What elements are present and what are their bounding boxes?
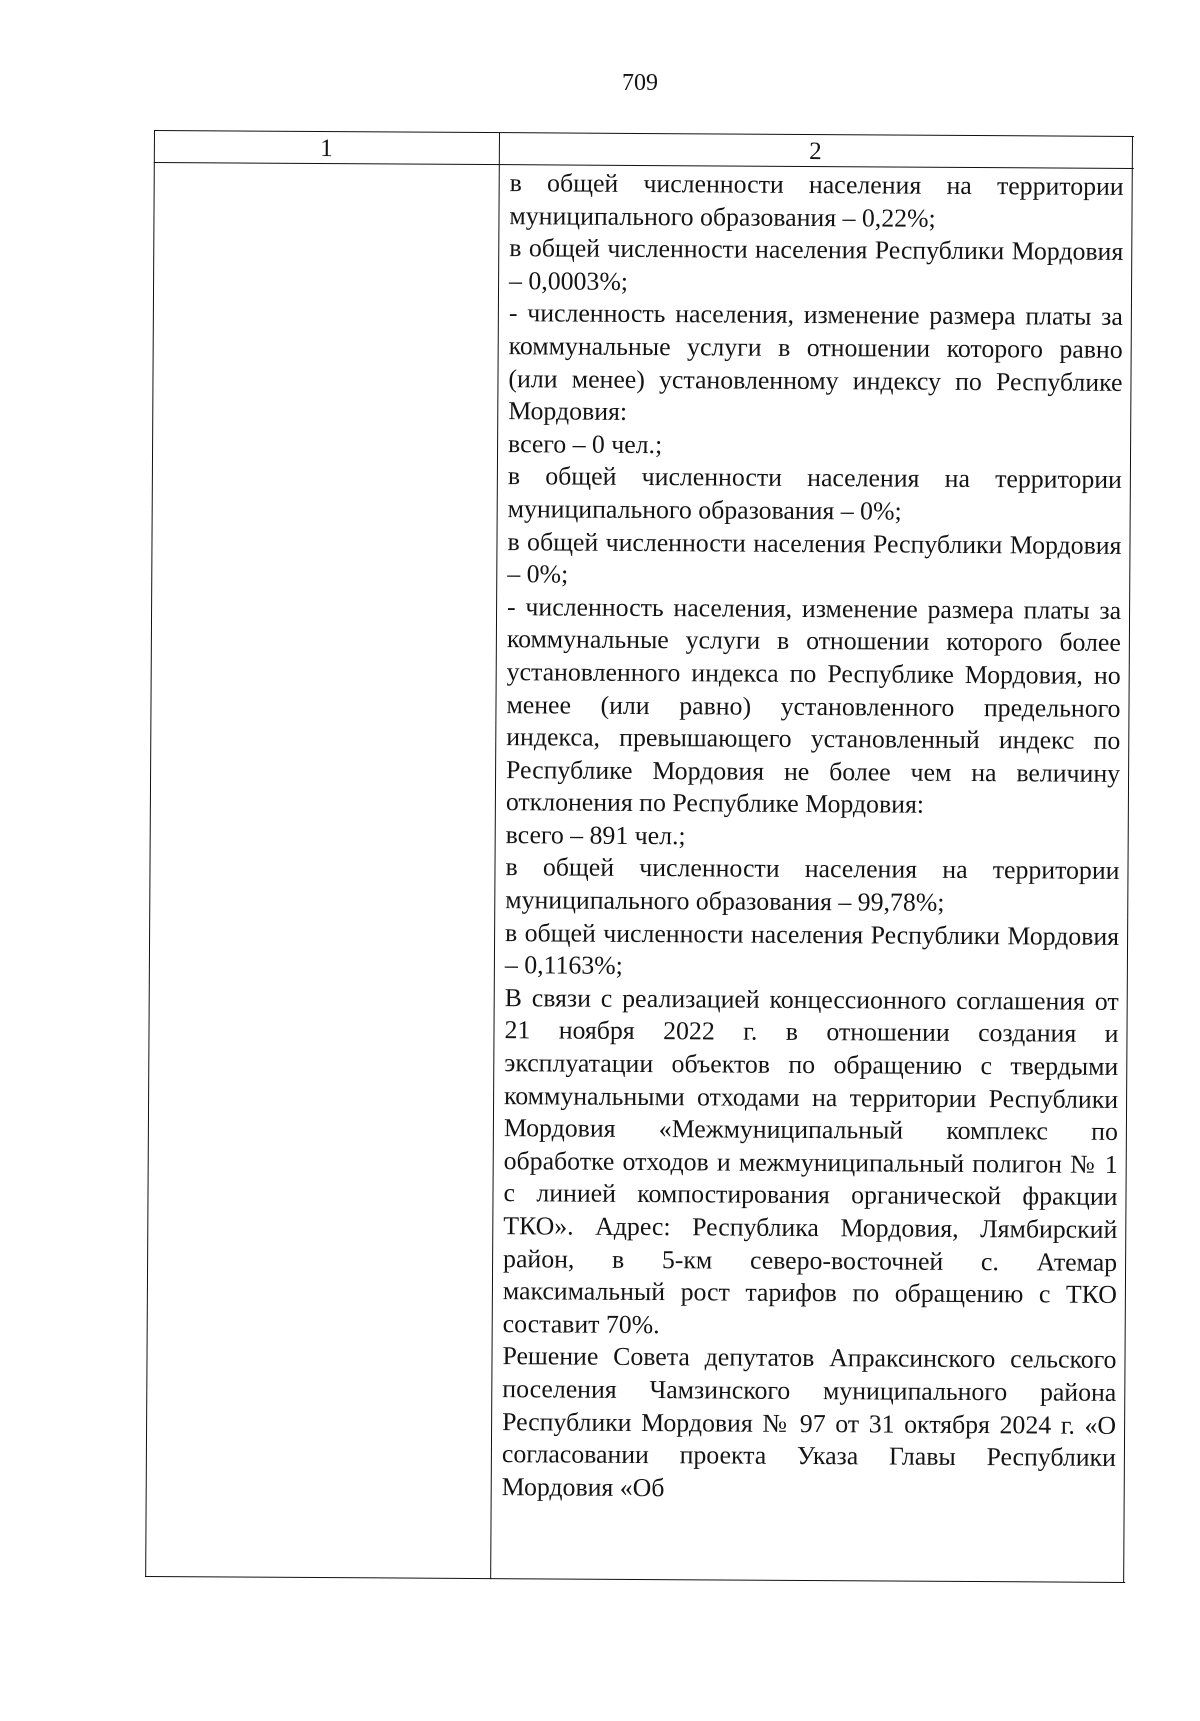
- paragraph-share-municipal-3: в общей численности населения на территории муниципального образования – 99,78%;: [505, 852, 1120, 917]
- paragraph-concession-agreement: В связи с реализацией концессионного соглашения от 21 ноября 2022 г. в отношении создания и эксплуатации объектов по обращению с твердыми коммунальными отходами на территории Республики Мордовия «Межмуниципальный комплекс по обработке отходов и межмуниципальный полигон № 1 с линией компостирования органической фракции ТКО». Адрес: Республика Мордовия, Лямбирский район, в 5-км северо-восточней с. Атемар максимальный рост тарифов по обращению с ТКО составит 70%.: [502, 983, 1119, 1339]
- paragraph-total-1: всего – 0 чел.;: [508, 428, 663, 459]
- paragraph-population-above-index: - численность населения, изменение размера платы за коммунальные услуги в отношении которого более установленного индекса по Республике Мордовия, но менее (или равно) установленного предельного индекса, превышающего установленный индекс по Республике Мордовия не более чем на величину отклонения по Республике Мордовия:: [505, 591, 1122, 819]
- column-1-header: 1: [320, 135, 333, 163]
- column-2-header: 2: [809, 138, 822, 166]
- paragraph-share-republic-3: в общей численности населения Республики Мордовия – 0,1163%;: [504, 917, 1120, 981]
- paragraph-population-equal-index: - численность населения, изменение размера платы за коммунальные услуги в отношении которого равно (или менее) установленному индексу по Республике Мордовия:: [508, 298, 1123, 427]
- column-2-cell: [502, 167, 1124, 1507]
- paragraph-share-republic-2: в общей численности населения Республики Мордовия – 0%;: [507, 526, 1122, 589]
- paragraph-total-2: всего – 891 чел.;: [505, 820, 686, 851]
- table-header-row: [154, 130, 1134, 169]
- table-border-bottom: [145, 1576, 1125, 1583]
- document-table: [145, 130, 1134, 1583]
- table-border-left: [145, 130, 155, 1577]
- table-column-divider: [490, 132, 500, 1579]
- paragraph-share-municipal-1: в общей численности населения на территории муниципального образования – 0,22%;: [509, 168, 1124, 233]
- paragraph-council-decision: Решение Совета депутатов Апраксинского сельского поселения Чамзинского муниципального района Республики Мордовия № 97 от 31 октября 2024 г. «О согласовании проекта Указа Главы Республики Мордовия «Об: [501, 1341, 1117, 1502]
- paragraph-share-municipal-2: в общей численности населения на территории муниципального образования – 0%;: [507, 461, 1122, 526]
- page-number: 709: [622, 70, 658, 96]
- table-border-right: [1123, 136, 1133, 1583]
- paragraph-share-republic-1: в общей численности населения Республики Мордовия – 0,0003%;: [508, 233, 1124, 296]
